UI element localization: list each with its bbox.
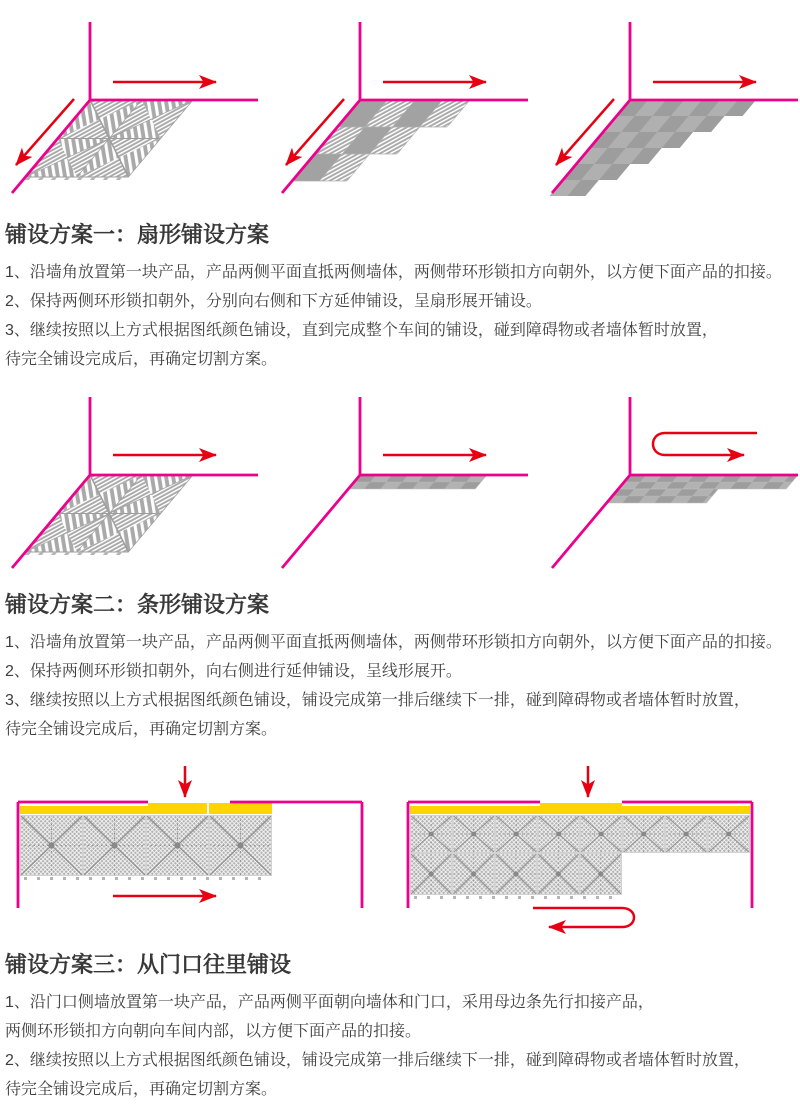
plan2-line-1: 1、沿墙角放置第一块产品，产品两侧平面直抵两侧墙体，两侧带环形锁扣方向朝外，以方便下面产品的扣接。 (5, 634, 782, 651)
plan3-title: 铺设方案三：从门口往里铺设 (5, 952, 292, 977)
plan3-line-2: 两侧环形锁扣方向朝向车间内部，以方便下面产品的扣接。 (5, 1023, 422, 1040)
plan1-line-3: 3、继续按照以上方式根据图纸颜色铺设，直到完成整个车间的铺设，碰到障碍物或者墙体暂时放置， (5, 322, 718, 339)
section-plan3 (5, 950, 795, 1104)
plan3-line-4: 待完全铺设完成后，再确定切割方案。 (5, 1081, 278, 1098)
plan1-line-1: 1、沿墙角放置第一块产品，产品两侧平面直抵两侧墙体，两侧带环形锁扣方向朝外，以方便下面产品的扣接。 (5, 264, 782, 281)
plan3-line-1: 1、沿门口侧墙放置第一块产品，产品两侧平面朝向墙体和门口，采用母边条先行扣接产品， (5, 994, 654, 1011)
plan2-title: 铺设方案二：条形铺设方案 (5, 592, 270, 617)
diagram-plan3-step1 (18, 766, 362, 908)
diagram-plan2-step3 (552, 397, 798, 568)
section-plan2 (5, 590, 795, 744)
section-plan1 (5, 220, 795, 374)
plan2-line-3: 3、继续按照以上方式根据图纸颜色铺设，铺设完成第一排后继续下一排，碰到障碍物或者墙体暂时放置， (5, 692, 750, 709)
plan1-line-4: 待完全铺设完成后，再确定切割方案。 (5, 351, 278, 368)
plan3-line-3: 2、继续按照以上方式根据图纸颜色铺设，铺设完成第一排后继续下一排，碰到障碍物或者墙体暂时放置， (5, 1052, 750, 1069)
diagram-plan1-step1 (12, 22, 258, 193)
plan2-line-4: 待完全铺设完成后，再确定切割方案。 (5, 721, 278, 738)
plan2-line-2: 2、保持两侧环形锁扣朝外，向右侧进行延伸铺设，呈线形展开。 (5, 663, 462, 680)
plan1-line-2: 2、保持两侧环形锁扣朝外，分别向右侧和下方延伸铺设，呈扇形展开铺设。 (5, 293, 542, 310)
plan1-title: 铺设方案一：扇形铺设方案 (5, 222, 270, 247)
diagram-plan3-step2 (408, 766, 752, 927)
diagram-plan1-step3 (549, 22, 798, 196)
diagram-plan2-step1 (12, 397, 258, 568)
diagram-plan1-step2 (282, 22, 528, 193)
diagram-plan2-step2 (282, 397, 528, 568)
